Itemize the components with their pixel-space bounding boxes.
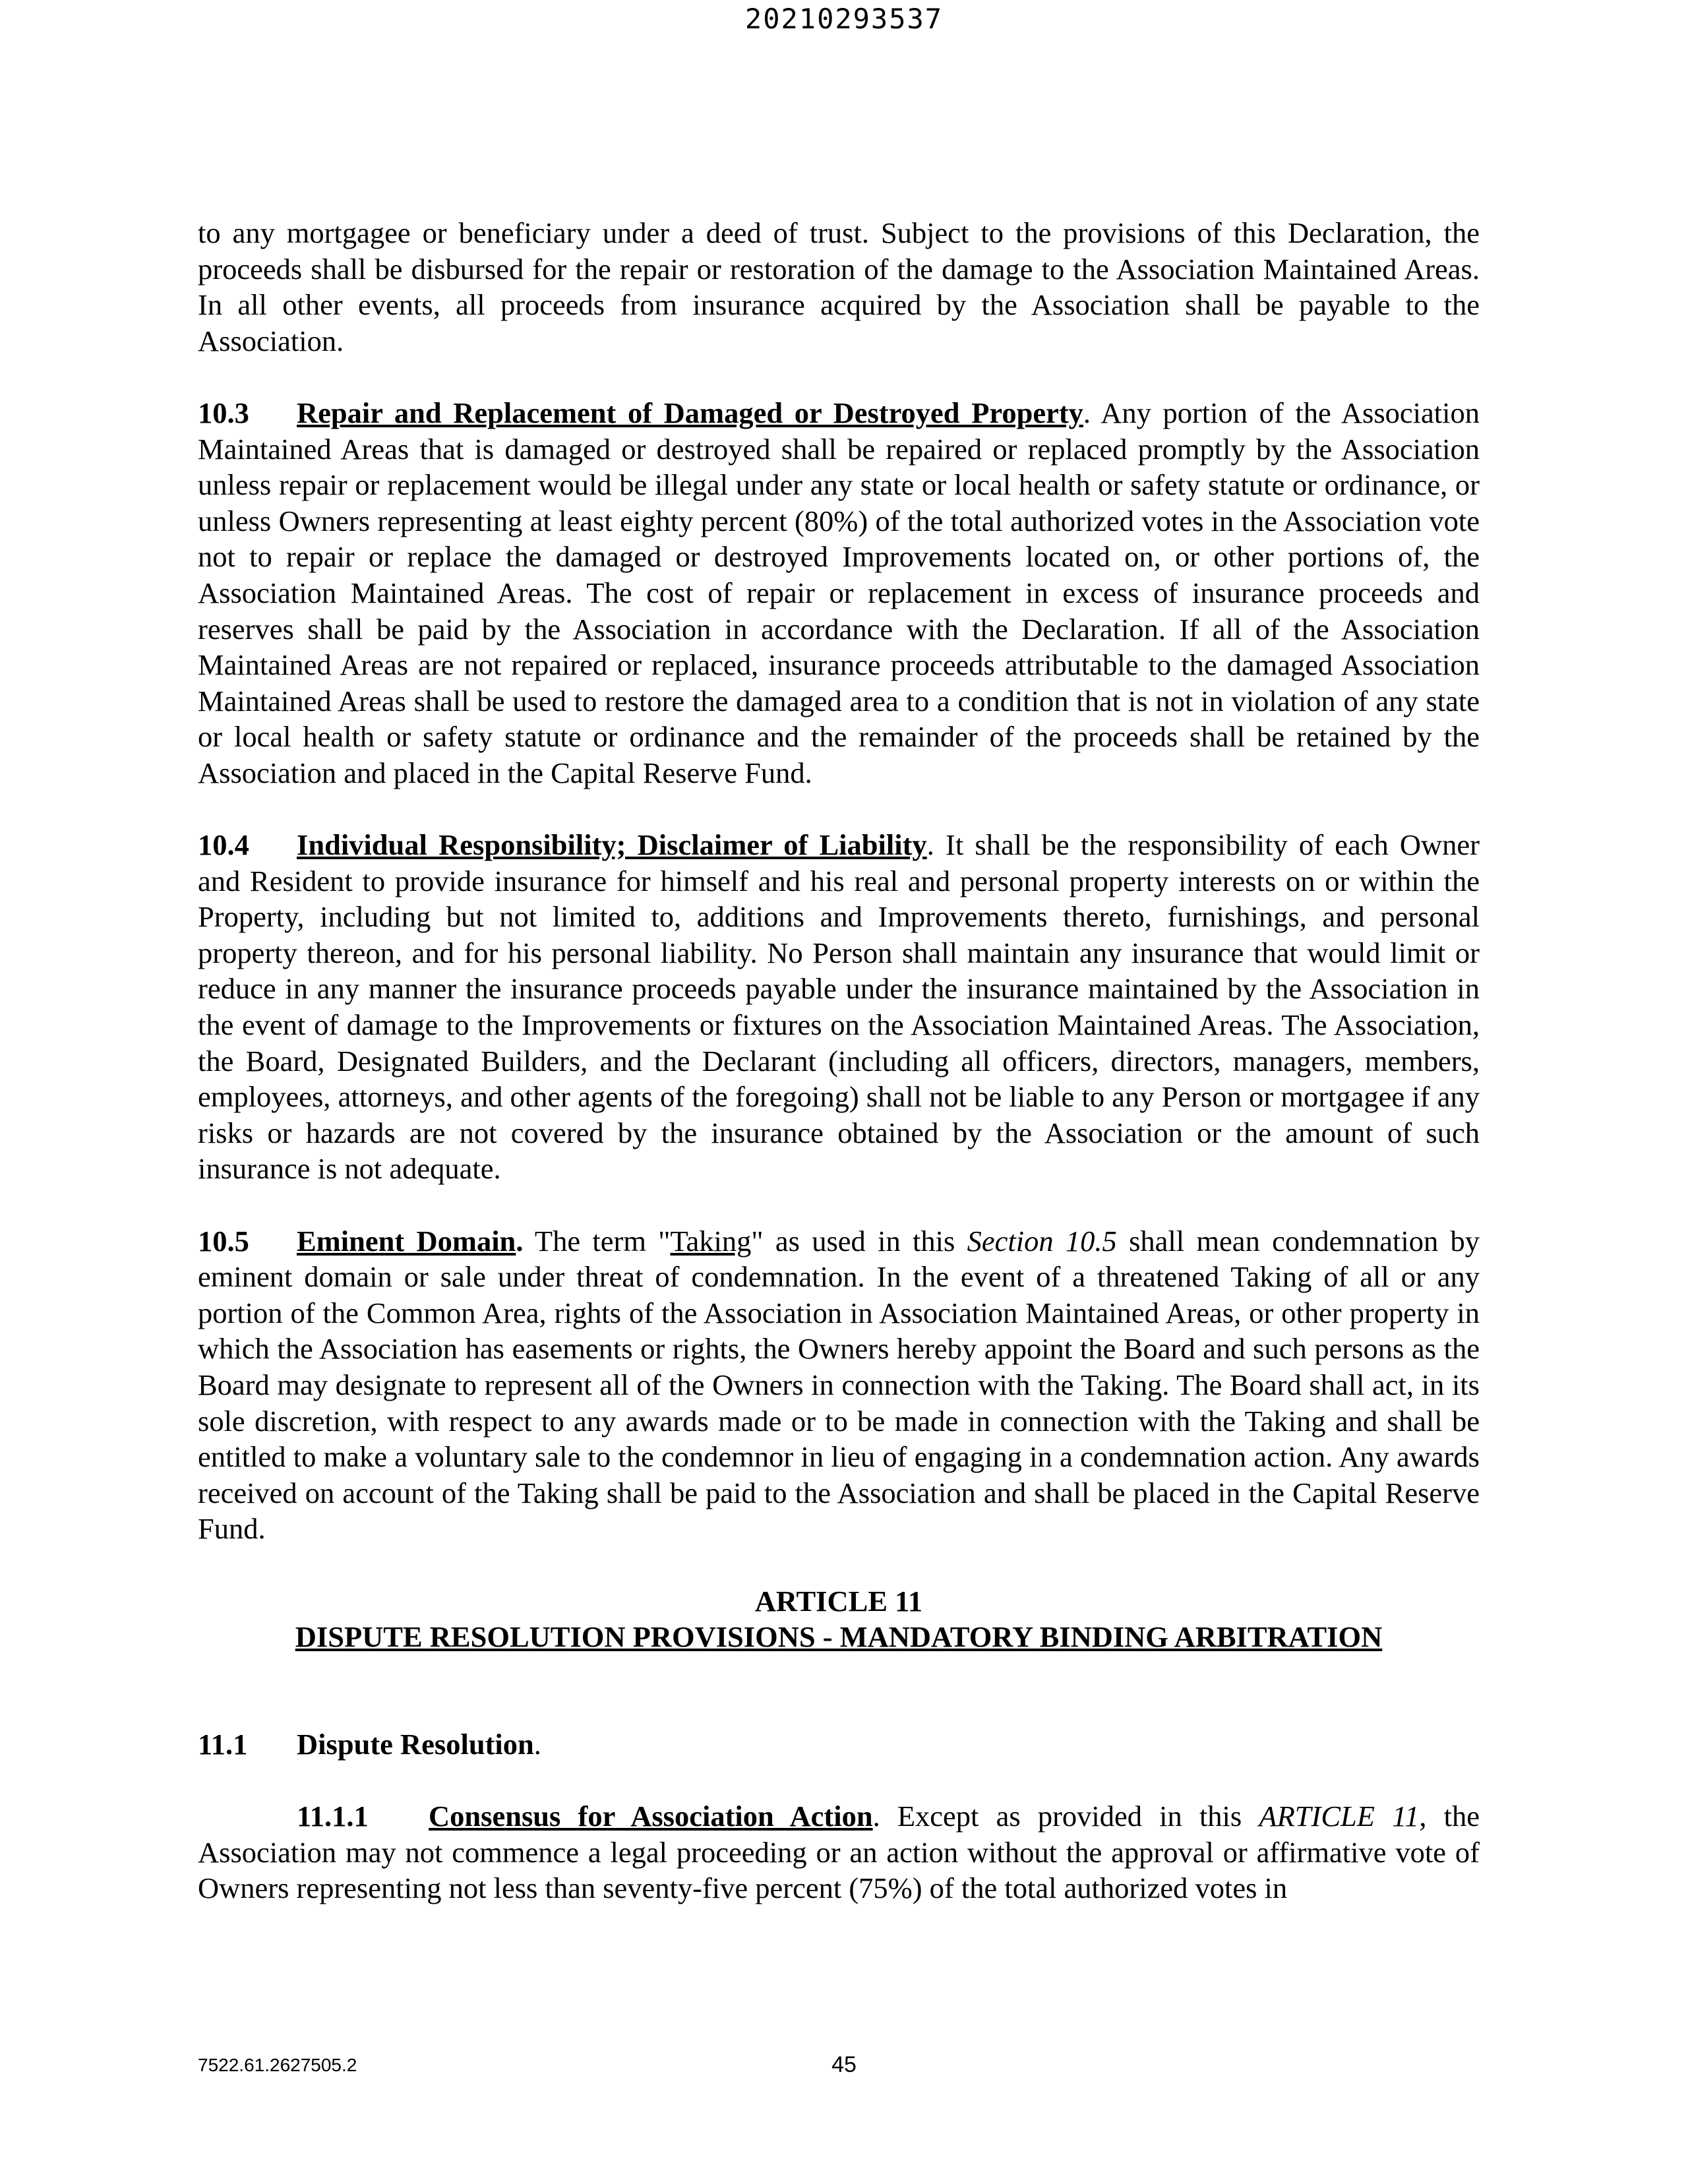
section-text-c: shall mean condemnation by eminent domain or sale under threat of condemnation. In the event of a threatened Taking of all or any portion of the Common Area, rights of the Association in Association Maintained Areas, or other property in which the Association has easements or rights, the Owners hereby appoint the Board and such persons as the Board may designate to represent all of the Owners in connection with the Taking. The Board shall act, in its sole discretion, with respect to any awards made or to be made in connection with the Taking and shall be entitled to make a voluntary sale to the condemnor in lieu of engaging in a condemnation action. Any awards received on account of the Taking shall be paid to the Association and shall be placed in the Capital Reserve Fund. xyxy=(198,1224,1480,1546)
section-number: 10.3 xyxy=(198,396,249,429)
subsection-number: 11.1.1 xyxy=(297,1799,369,1833)
section-text: It shall be the responsibility of each Owner and Resident to provide insurance for himself and his real and personal property interests on or within the Property, including but not limited to, additions and Improvements thereto, furnishings, and personal property thereon, and for his personal liability. No Person shall maintain any insurance that would limit or reduce in any manner the insurance proceeds payable under the insurance maintained by the Association in the event of damage to the Improvements or fixtures on the Association Maintained Areas. The Association, the Board, Designated Builders, and the Declarant (including all officers, directors, managers, members, employees, attorneys, and other agents of the foregoing) shall not be liable to any Person or mortgagee if any risks or hazards are not covered by the insurance obtained by the Association or the amount of such insurance is not adequate. xyxy=(198,828,1480,1186)
section-10-3: 10.3 Repair and Replacement of Damaged or Destroyed Property. Any portion of the Association Maintained Areas that is damaged or destroyed shall be repaired or replaced promptly by the Association unless repair or replacement would be illegal under any state or local health or safety statute or ordinance, or unless Owners representing at least eighty percent (80%) of the total authorized votes in the Association vote not to repair or replace the damaged or destroyed Improvements located on, or other portions of, the Association Maintained Areas. The cost of repair or replacement in excess of insurance proceeds and reserves shall be paid by the Association in accordance with the Declaration. If all of the Association Maintained Areas are not repaired or replaced, insurance proceeds attributable to the damaged Association Maintained Areas shall be used to restore the damaged area to a condition that is not in violation of any state or local health or safety statute or ordinance and the remainder of the proceeds shall be retained by the Association and placed in the Capital Reserve Fund. xyxy=(198,396,1480,789)
section-heading: Repair and Replacement of Damaged or Destroyed Property xyxy=(297,396,1083,429)
article-reference: ARTICLE 11 xyxy=(1259,1799,1420,1833)
section-text-a: Except as provided in this xyxy=(880,1799,1259,1833)
subsection-heading: Consensus for Association Action xyxy=(429,1799,873,1833)
section-number: 11.1 xyxy=(198,1727,248,1761)
article-heading xyxy=(198,1583,1480,1655)
section-text-a: The term " xyxy=(523,1224,671,1258)
section-heading: Eminent Domain xyxy=(297,1224,516,1258)
section-10-5: 10.5 Eminent Domain. The term "Taking" as used in this Section 10.5 shall mean condemnation by eminent domain or sale under threat of condemnation. In the event of a threatened Taking of all or any portion of the Common Area, rights of the Association in Association Maintained Areas, or other property in which the Association has easements or rights, the Owners hereby appoint the Board and such persons as the Board may designate to represent all of the Owners in connection with the Taking. The Board shall act, in its sole discretion, with respect to any awards made or to be made in connection with the Taking and shall be entitled to make a voluntary sale to the condemnor in lieu of engaging in a condemnation action. Any awards received on account of the Taking shall be paid to the Association and shall be placed in the Capital Reserve Fund. xyxy=(198,1224,1480,1546)
section-10-4: 10.4 Individual Responsibility; Disclaimer of Liability. It shall be the responsibility of each Owner and Resident to provide insurance for himself and his real and personal property interests on or within the Property, including but not limited to, additions and Improvements thereto, furnishings, and personal property thereon, and for his personal liability. No Person shall maintain any insurance that would limit or reduce in any manner the insurance proceeds payable under the insurance maintained by the Association in the event of damage to the Improvements or fixtures on the Association Maintained Areas. The Association, the Board, Designated Builders, and the Declarant (including all officers, directors, managers, members, employees, attorneys, and other agents of the foregoing) shall not be liable to any Person or mortgagee if any risks or hazards are not covered by the insurance obtained by the Association or the amount of such insurance is not adequate. xyxy=(198,828,1480,1186)
defined-term: Taking xyxy=(670,1224,752,1258)
section-number: 10.5 xyxy=(198,1224,249,1258)
section-number: 10.4 xyxy=(198,828,249,862)
intro-paragraph: to any mortgagee or beneficiary under a deed of trust. Subject to the provisions of this Declaration, the proceeds shall be disbursed for the repair or restoration of the damage to the Association Maintained Areas. In all other events, all proceeds from insurance acquired by the Association shall be payable to the Association. xyxy=(198,216,1480,357)
document-number: 20210293537 xyxy=(744,3,944,35)
section-heading: Individual Responsibility; Disclaimer of Liability xyxy=(297,828,927,862)
section-text-b: " as used in this xyxy=(751,1224,967,1258)
page-number: 45 xyxy=(831,2052,857,2077)
section-reference: Section 10.5 xyxy=(967,1224,1117,1258)
article-label: ARTICLE 11 xyxy=(754,1584,923,1618)
section-11-1: 11.1 Dispute Resolution. xyxy=(198,1726,1480,1763)
article-title: DISPUTE RESOLUTION PROVISIONS - MANDATORY BINDING ARBITRATION xyxy=(295,1620,1383,1654)
section-heading: Dispute Resolution xyxy=(297,1727,534,1761)
section-text-b: , the Association may not commence a legal proceeding or an action without the approval or affirmative vote of Owners representing not less than seventy-five percent (75%) of the total authorized votes in xyxy=(198,1799,1480,1905)
section-11-1-1: 11.1.1 Consensus for Association Action. Except as provided in this ARTICLE 11, the Association may not commence a legal proceeding or an action without the approval or affirmative vote of Owners representing not less than seventy-five percent (75%) of the total authorized votes in xyxy=(198,1799,1480,1905)
footer-document-id: 7522.61.2627505.2 xyxy=(198,2055,357,2075)
section-text: Any portion of the Association Maintained Areas that is damaged or destroyed shall be repaired or replaced promptly by the Association unless repair or replacement would be illegal under any state or local health or safety statute or ordinance, or unless Owners representing at least eighty percent (80%) of the total authorized votes in the Association vote not to repair or replace the damaged or destroyed Improvements located on, or other portions of, the Association Maintained Areas. The cost of repair or replacement in excess of insurance proceeds and reserves shall be paid by the Association in accordance with the Declaration. If all of the Association Maintained Areas are not repaired or replaced, insurance proceeds attributable to the damaged Association Maintained Areas shall be used to restore the damaged area to a condition that is not in violation of any state or local health or safety statute or ordinance and the remainder of the proceeds shall be retained by the Association and placed in the Capital Reserve Fund. xyxy=(198,396,1480,789)
document-body xyxy=(198,215,1480,1942)
